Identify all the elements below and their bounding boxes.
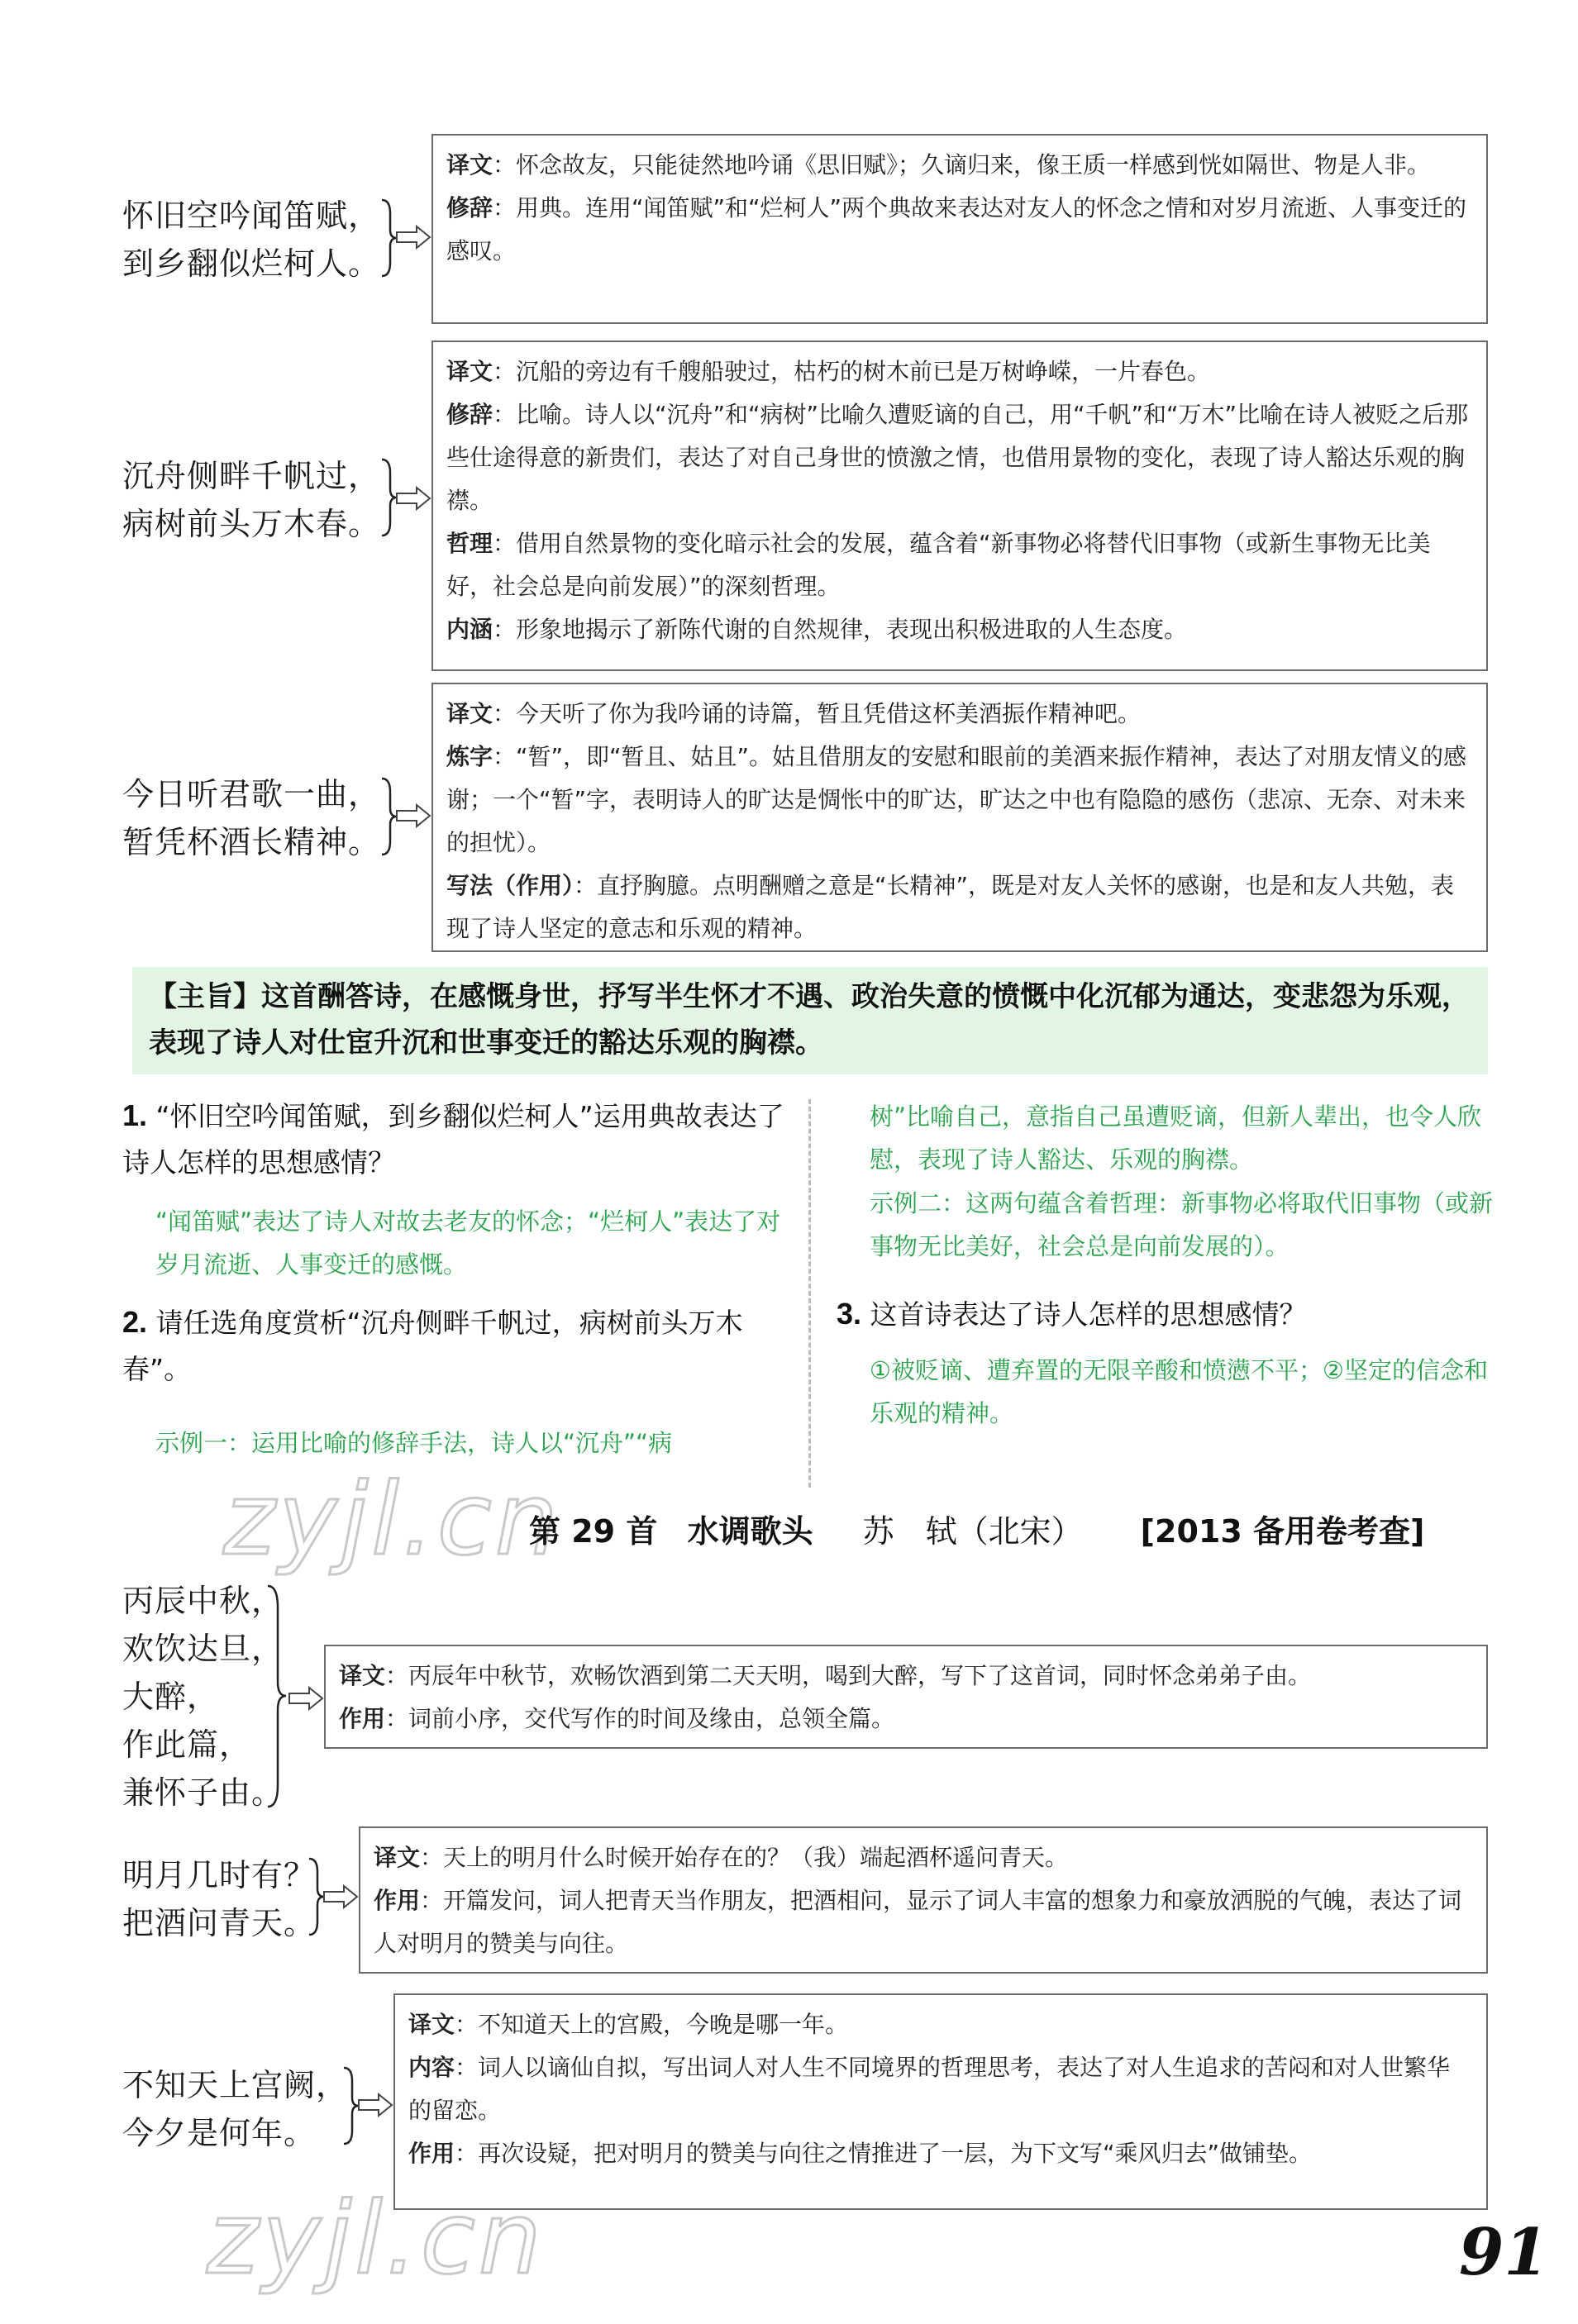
note-row: 译文：丙辰年中秋节，欢畅饮酒到第二天天明，喝到大醉，写下了这首词，同时怀念弟弟子由。	[339, 1662, 1312, 1689]
note-row: 作用：再次设疑，把对明月的赞美与向往之情推进了一层，为下文写“乘风归去”做铺垫。	[408, 2140, 1313, 2167]
exam-tag: [2013 备用卷考查]	[1140, 1513, 1425, 1550]
explanation-box-3	[431, 683, 1488, 952]
question-3: 3. 这首诗表达了诗人怎样的思想感情？	[837, 1297, 1307, 1331]
explanation-box-2	[431, 341, 1488, 671]
question-number: 2.	[122, 1305, 148, 1339]
note-row: 译文：怀念故友，只能徒然地吟诵《思旧赋》；久谪归来，像王质一样感到恍如隔世、物是人非。	[446, 151, 1431, 179]
verse-line: 今夕是何年。	[122, 2115, 317, 2151]
note-row: 作用：开篇发问，词人把青天当作朋友，把酒相问，显示了词人丰富的想象力和豪放洒脱的气魄，表达了词人对明月的赞美与向往。	[374, 1887, 1462, 1957]
note-row: 译文：天上的明月什么时候开始存在的？（我）端起酒杯遥问青天。	[374, 1844, 1069, 1871]
poem-title: 水调歌头	[687, 1513, 813, 1550]
note-row: 修辞：用典。连用“闻笛赋”和“烂柯人”两个典故来表达对友人的怀念之情和对岁月流逝、人事变迁的感叹。	[446, 194, 1467, 264]
theme-label: 【主旨】	[149, 980, 261, 1013]
note-row: 修辞：比喻。诗人以“沉舟”和“病树”比喻久遭贬谪的自己，用“千帆”和“万木”比喻在诗人被贬之后那些仕途得意的新贵们，表达了对自己身世的愤激之情，也借用景物的变化，表现了诗人豁达乐观的胸襟。	[446, 401, 1469, 514]
question-2: 2. 请任选角度赏析“沉舟侧畔千帆过，病树前头万木春”。	[122, 1305, 743, 1385]
answer-1: “闻笛赋”表达了诗人对故去老友的怀念；“烂柯人”表达了对岁月流逝、人事变迁的感慨。	[155, 1207, 781, 1279]
question-number: 3.	[837, 1297, 862, 1331]
question-1: 1. “怀旧空吟闻笛赋，到乡翻似烂柯人”运用典故表达了诗人怎样的思想感情？	[122, 1098, 784, 1179]
verse-line: 把酒问青天。	[122, 1905, 317, 1941]
verse-line: 到乡翻似烂柯人。	[122, 245, 381, 282]
note-row: 写法（作用）：直抒胸臆。点明酬赠之意是“长精神”，既是对友人关怀的感谢，也是和友人共勉，表现了诗人坚定的意志和乐观的精神。	[446, 872, 1455, 942]
poem-author: 苏 轼	[862, 1513, 957, 1550]
explanation-box-1	[431, 134, 1488, 324]
brace-icon	[265, 1583, 288, 1810]
verse-block-4	[122, 1577, 284, 1817]
explanation-box-6	[393, 1993, 1488, 2210]
note-row: 译文：不知道天上的宫殿，今晚是哪一年。	[408, 2011, 849, 2038]
watermark: zyjl.cn	[223, 1463, 561, 1578]
arrow-icon	[288, 1686, 324, 1711]
poem-era: （北宋）	[956, 1513, 1083, 1550]
verse-line: 明月几时有？	[122, 1857, 317, 1893]
verse-line: 大醉，	[122, 1679, 220, 1715]
verse-block-6	[122, 2061, 348, 2157]
note-row: 炼字：“暂”，即“暂且、姑且”。姑且借朋友的安慰和眼前的美酒来振作精神，表达了对朋友情义的感谢；一个“暂”字，表明诗人的旷达是惆怅中的旷达，旷达之中也有隐隐的感伤（悲凉、无奈、对未来的担忧）。	[446, 743, 1467, 856]
verse-block-5	[122, 1851, 316, 1947]
watermark: zyjl.cn	[207, 2182, 545, 2297]
question-number: 1.	[122, 1098, 148, 1132]
note-row: 作用：词前小序，交代写作的时间及缘由，总领全篇。	[339, 1705, 895, 1732]
poem-number: 第 29 首	[529, 1513, 658, 1550]
verse-line: 作此篇，	[122, 1726, 252, 1763]
note-row: 译文：今天听了你为我吟诵的诗篇，暂且凭借这杯美酒振作精神吧。	[446, 700, 1142, 727]
page-number: 91	[1459, 2215, 1549, 2290]
arrow-icon	[395, 225, 431, 250]
verse-line: 沉舟侧畔千帆过，	[122, 458, 381, 494]
verse-line: 兼怀子由。	[122, 1774, 284, 1811]
answer-2-part1: 示例一：运用比喻的修辞手法，诗人以“沉舟”“病	[155, 1429, 673, 1457]
theme-text: 这首酬答诗，在感慨身世，抒写半生怀才不遇、政治失意的愤慨中化沉郁为通达，变悲怨为乐观，表现了诗人对仕宦升沉和世事变迁的豁达乐观的胸襟。	[149, 980, 1470, 1060]
answer-3: ①被贬谪、遭弃置的无限辛酸和愤懑不平；②坚定的信念和乐观的精神。	[870, 1356, 1488, 1427]
arrow-icon	[395, 486, 431, 511]
arrow-icon	[322, 1884, 359, 1909]
explanation-box-4	[324, 1645, 1488, 1749]
answer-2-part2: 树”比喻自己，意指自己虽遭贬谪，但新人辈出，也令人欣慰，表现了诗人豁达、乐观的胸襟。	[870, 1102, 1482, 1174]
verse-block-1	[122, 192, 380, 288]
verse-line: 病树前头万木春。	[122, 506, 381, 542]
note-row: 译文：沉船的旁边有千艘船驶过，枯朽的树木前已是万树峥嵘，一片春色。	[446, 358, 1211, 385]
verse-block-2	[122, 452, 380, 548]
note-row: 内涵：形象地揭示了新陈代谢的自然规律，表现出积极进取的人生态度。	[446, 616, 1188, 643]
verse-line: 怀旧空吟闻笛赋，	[122, 198, 381, 234]
poem-heading	[529, 1506, 1424, 1551]
verse-line: 欢饮达旦，	[122, 1631, 284, 1667]
verse-line: 丙辰中秋，	[122, 1583, 284, 1619]
column-divider	[808, 1099, 811, 1488]
answer-2-part3: 示例二：这两句蕴含着哲理：新事物必将取代旧事物（或新事物无比美好，社会总是向前发展的）。	[870, 1189, 1494, 1260]
verse-line: 不知天上宫阙，	[122, 2067, 349, 2103]
explanation-box-5	[359, 1826, 1488, 1974]
arrow-icon	[357, 2093, 393, 2117]
verse-line: 今日听君歌一曲，	[122, 776, 381, 812]
theme-summary	[132, 967, 1488, 1074]
verse-line: 暂凭杯酒长精神。	[122, 824, 381, 860]
arrow-icon	[395, 803, 431, 828]
note-row: 哲理：借用自然景物的变化暗示社会的发展，蕴含着“新事物必将替代旧事物（或新生事物无比美好，社会总是向前发展）”的深刻哲理。	[446, 530, 1431, 600]
note-row: 内容：词人以谪仙自拟，写出词人对人生不同境界的哲理思考，表达了对人生追求的苦闷和对人世繁华的留恋。	[408, 2054, 1451, 2124]
verse-block-3	[122, 770, 380, 866]
